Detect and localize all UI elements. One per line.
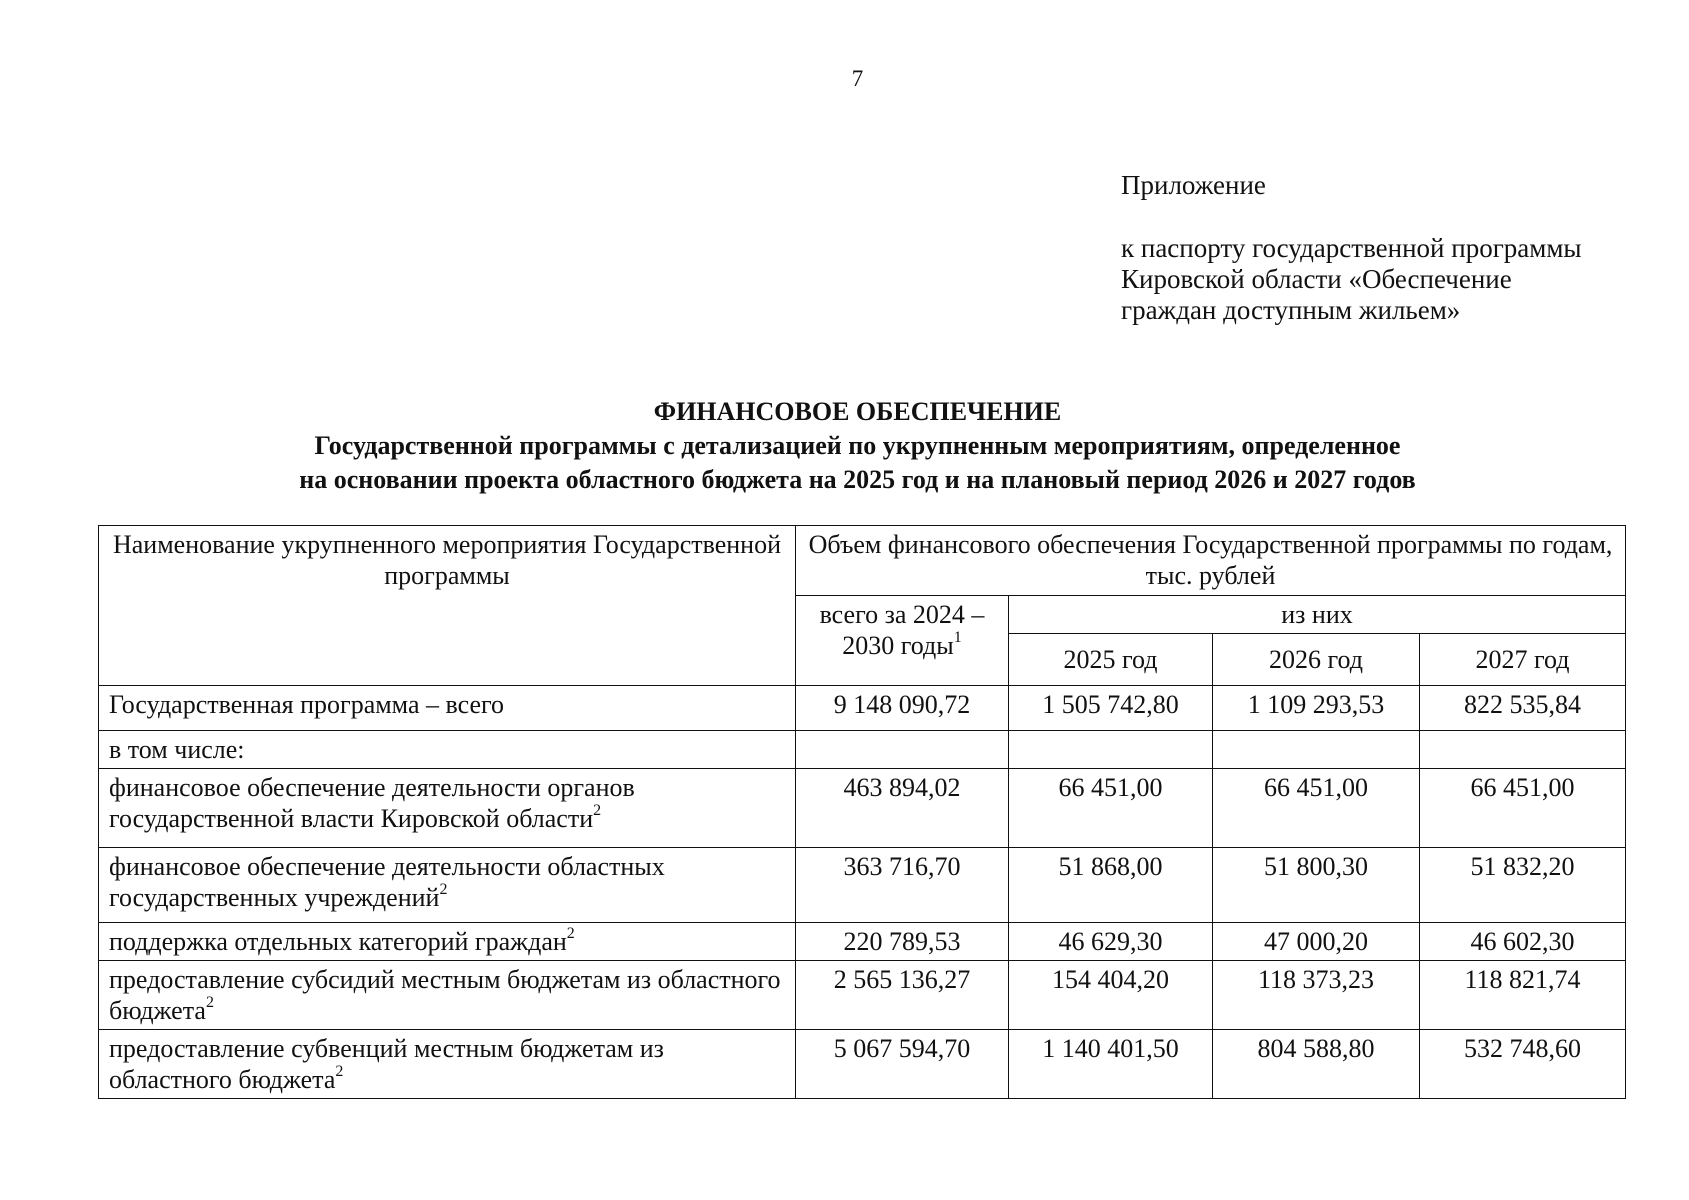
row-name [99, 923, 796, 961]
header-of-them: из них [1009, 596, 1626, 634]
row-name-text: финансовое обеспечение деятельности областных государственных учреждений [109, 852, 665, 912]
header-year-2026: 2026 год [1213, 634, 1420, 686]
cell-2026: 804 588,80 [1213, 1030, 1420, 1099]
table-row [99, 848, 1626, 923]
cell-total: 363 716,70 [796, 848, 1009, 923]
table-row [99, 769, 1626, 848]
row-name-text: предоставление субвенций местным бюджетам из областного бюджета [109, 1034, 664, 1094]
footnote-mark: 2 [566, 925, 575, 943]
cell-2025: 154 404,20 [1009, 961, 1213, 1030]
header-year-2027: 2027 год [1420, 634, 1626, 686]
cell-2027: 118 821,74 [1420, 961, 1626, 1030]
cell-2027: 46 602,30 [1420, 923, 1626, 961]
cell-total: 5 067 594,70 [796, 1030, 1009, 1099]
cell-2027: 532 748,60 [1420, 1030, 1626, 1099]
row-name-text: финансовое обеспечение деятельности органов государственной власти Кировской области [109, 773, 635, 833]
cell-2026: 118 373,23 [1213, 961, 1420, 1030]
row-name [99, 769, 796, 848]
cell-2027: 66 451,00 [1420, 769, 1626, 848]
appendix-line-1: к паспорту государственной программы [1121, 233, 1582, 263]
row-name [99, 961, 796, 1030]
cell-total: 2 565 136,27 [796, 961, 1009, 1030]
cell-2026: 47 000,20 [1213, 923, 1420, 961]
table-row [99, 1030, 1626, 1099]
row-name-text: предоставление субсидий местным бюджетам из областного бюджета [109, 965, 781, 1025]
footnote-mark: 2 [593, 802, 602, 820]
row-name [99, 1030, 796, 1099]
cell-2025: 66 451,00 [1009, 769, 1213, 848]
row-name [99, 731, 796, 769]
cell-total: 463 894,02 [796, 769, 1009, 848]
table-row [99, 731, 1626, 769]
cell-total: 9 148 090,72 [796, 686, 1009, 731]
appendix-line-3: граждан доступным жильем» [1121, 295, 1461, 325]
appendix-title: Приложение [1121, 170, 1266, 200]
row-name-text: в том числе: [109, 735, 245, 764]
financing-table [98, 525, 1626, 1099]
title-line-2: Государственной программы с детализацией по укрупненным мероприятиям, определенное [314, 431, 1401, 460]
cell-total [796, 731, 1009, 769]
appendix-note [1121, 170, 1582, 326]
cell-2025: 1 505 742,80 [1009, 686, 1213, 731]
header-activity-name: Наименование укрупненного мероприятия Государственной программы [99, 526, 796, 686]
table-row [99, 961, 1626, 1030]
cell-2027: 51 832,20 [1420, 848, 1626, 923]
table-row [99, 686, 1626, 731]
footnote-mark: 2 [439, 881, 448, 899]
cell-2025: 46 629,30 [1009, 923, 1213, 961]
cell-2026 [1213, 731, 1420, 769]
appendix-line-2: Кировской области «Обеспечение [1121, 264, 1512, 294]
cell-2027: 822 535,84 [1420, 686, 1626, 731]
cell-2026: 51 800,30 [1213, 848, 1420, 923]
row-name [99, 848, 796, 923]
cell-total: 220 789,53 [796, 923, 1009, 961]
table-row [99, 923, 1626, 961]
footnote-mark: 2 [205, 994, 214, 1012]
cell-2025 [1009, 731, 1213, 769]
page-number: 7 [851, 66, 864, 91]
header-total-text: всего за 2024 – 2030 годы [819, 600, 985, 660]
cell-2026: 1 109 293,53 [1213, 686, 1420, 731]
header-total [796, 596, 1009, 686]
footnote-mark: 1 [953, 629, 962, 647]
header-year-2025: 2025 год [1009, 634, 1213, 686]
row-name [99, 686, 796, 731]
header-volume: Объем финансового обеспечения Государственной программы по годам, тыс. рублей [796, 526, 1626, 596]
row-name-text: поддержка отдельных категорий граждан [109, 927, 567, 956]
cell-2025: 51 868,00 [1009, 848, 1213, 923]
cell-2027 [1420, 731, 1626, 769]
document-title [0, 395, 1689, 497]
footnote-mark: 2 [335, 1063, 344, 1081]
cell-2026: 66 451,00 [1213, 769, 1420, 848]
cell-2025: 1 140 401,50 [1009, 1030, 1213, 1099]
row-name-text: Государственная программа – всего [109, 690, 505, 719]
title-line-3: на основании проекта областного бюджета на 2025 год и на плановый период 2026 и 2027 годов [299, 465, 1416, 494]
title-heading: ФИНАНСОВОЕ ОБЕСПЕЧЕНИЕ [653, 397, 1062, 426]
